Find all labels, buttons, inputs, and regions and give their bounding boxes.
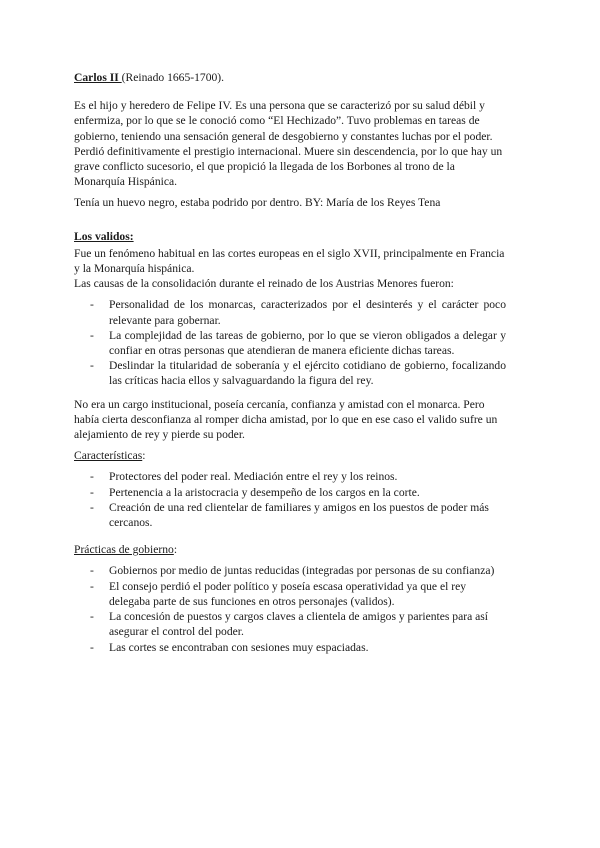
document-page: [74, 70, 506, 663]
causes-list: [74, 297, 506, 388]
validos-summary: No era un cargo institucional, poseía cercanía, confianza y amistad con el monarca. Pero había cierta desconfianza al romper dicha amistad, por lo que en ese caso el valido sufre un alejamiento de rey y pierde su poder.: [74, 397, 498, 442]
validos-heading: Los validos:: [74, 229, 134, 243]
list-item: - Pertenencia a la aristocracia y desempeño de los cargos en la corte.: [74, 485, 506, 500]
practices-heading: Prácticas de gobierno: [74, 543, 174, 557]
carlos-title: Carlos II: [74, 71, 122, 84]
list-item: - Protectores del poder real. Mediación entre el rey y los reinos.: [74, 469, 506, 484]
list-item: - Personalidad de los monarcas, caracterizados por el desinterés y el carácter poco relevante para gobernar.: [74, 297, 506, 327]
carlos-note: Tenía un huevo negro, estaba podrido por dentro. BY: María de los Reyes Tena: [74, 196, 441, 210]
list-item: - La concesión de puestos y cargos claves a clientela de amigos y parientes para así asegurar el control del poder.: [74, 609, 506, 639]
features-list: [74, 469, 506, 530]
practices-heading-line: Prácticas de gobierno:: [74, 543, 178, 557]
list-item: - La complejidad de las tareas de gobierno, por lo que se vieron obligados a delegar y confiar en otras personas que atendieran de manera eficiente dichas tareas.: [74, 328, 506, 358]
carlos-reign: (Reinado 1665-1700).: [121, 71, 225, 84]
list-item: - Creación de una red clientelar de familiares y amigos en los puestos de poder más cercanos.: [74, 500, 506, 530]
features-heading-line: Características:: [74, 449, 146, 463]
validos-intro-1: Fue un fenómeno habitual en las cortes europeas en el siglo XVII, principalmente en Francia y la Monarquía hispánica.: [74, 246, 505, 276]
section-title-carlos: [74, 70, 506, 85]
list-item: - Deslindar la titularidad de soberanía y el ejército cotidiano de gobierno, focalizando las críticas hacia ellos y salvaguardando la figura del rey.: [74, 358, 506, 388]
list-item: - Gobiernos por medio de juntas reducidas (integradas por personas de su confianza): [74, 563, 506, 578]
practices-list: [74, 563, 506, 654]
validos-intro-2: Las causas de la consolidación durante el reinado de los Austrias Menores fueron:: [74, 277, 454, 291]
list-item: - El consejo perdió el poder político y poseía escasa operatividad ya que el rey delegaba parte de sus funciones en otros personajes (validos).: [74, 579, 506, 609]
list-item: - Las cortes se encontraban con sesiones muy espaciadas.: [74, 640, 506, 655]
features-heading: Características: [74, 449, 143, 463]
carlos-paragraph: Es el hijo y heredero de Felipe IV. Es una persona que se caracterizó por su salud débil y enfermiza, por lo que se le conoció como “El Hechizado”. Tuvo problemas en tareas de gobierno, teniendo una sensación general de desgobierno y constantes luchas por el poder. Perdió definitivamente el prestigio internacional. Muere sin descendencia, por lo que hay un grave conflicto sucesorio, el que propició la llegada de los Borbones al trono de la Monarquía Hispánica.: [74, 99, 503, 189]
